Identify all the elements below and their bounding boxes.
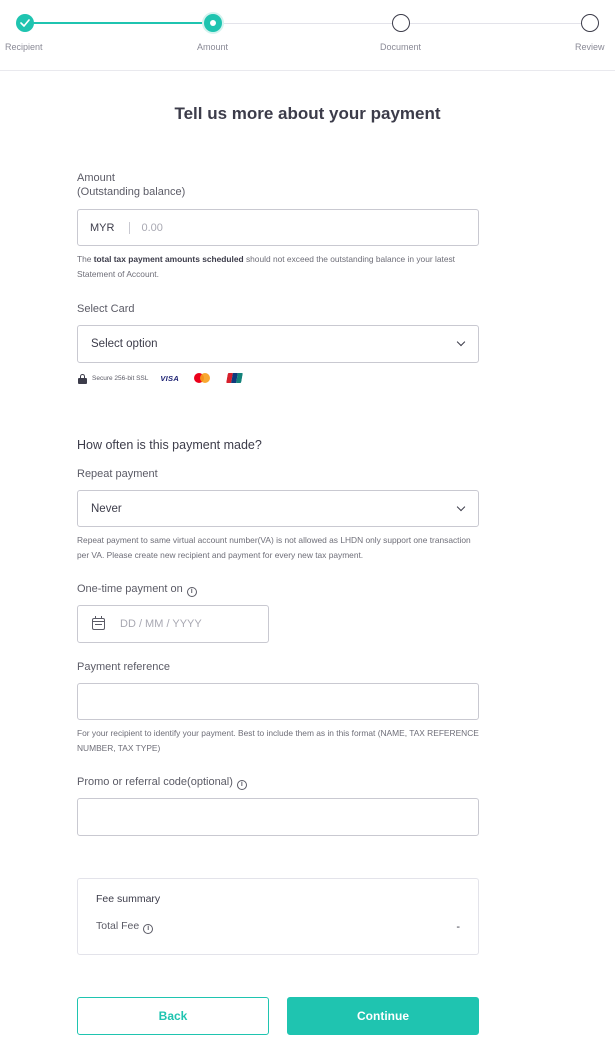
back-button[interactable]: Back xyxy=(77,997,269,1035)
select-card-value: Select option xyxy=(91,338,158,350)
step-label-amount: Amount xyxy=(197,42,229,52)
fee-summary-card xyxy=(77,878,479,955)
repeat-payment-dropdown[interactable] xyxy=(77,490,479,527)
promo-code-input[interactable] xyxy=(77,798,479,836)
total-fee-label-text: Total Fee xyxy=(96,920,140,932)
promo-code-optional: (optional) xyxy=(187,776,233,788)
date-placeholder: DD / MM / YYYY xyxy=(120,618,202,630)
amount-hint xyxy=(77,252,482,282)
total-fee-label xyxy=(96,920,153,934)
calendar-icon xyxy=(92,618,105,630)
one-time-payment-label-text: One-time payment on xyxy=(77,583,183,595)
info-icon[interactable]: i xyxy=(187,587,197,597)
secure-ssl-text: Secure 256-bit SSL xyxy=(92,374,149,382)
one-time-payment-label xyxy=(77,582,197,597)
info-icon[interactable]: i xyxy=(237,780,247,790)
step-amount-current-icon xyxy=(204,14,222,32)
promo-code-label-text: Promo or referral code xyxy=(77,776,188,788)
payment-reference-hint: For your recipient to identify your payment. Best to include them as in this format (NAME, TAX REFERENCE NUMBER, TAX TYPE) xyxy=(77,728,479,753)
step-recipient-check-icon[interactable] xyxy=(16,14,34,32)
continue-button[interactable]: Continue xyxy=(287,997,479,1035)
select-card-dropdown[interactable] xyxy=(77,325,479,363)
secure-payment-row xyxy=(78,372,242,384)
promo-code-label xyxy=(77,775,247,790)
amount-hint-bold: total tax payment amounts scheduled xyxy=(93,254,244,264)
payment-reference-input[interactable] xyxy=(77,683,479,720)
total-fee-value: - xyxy=(456,921,460,933)
stepper-line-completed xyxy=(25,22,213,24)
repeat-payment-hint: Repeat payment to same virtual account number(VA) is not allowed as LHDN only support one transaction per VA. Please create new recipient and payment for every new tax payment. xyxy=(77,535,471,560)
step-document-icon xyxy=(392,14,410,32)
progress-stepper xyxy=(0,0,615,71)
amount-hint-pre: The xyxy=(77,254,94,264)
currency-code: MYR xyxy=(90,221,115,234)
visa-icon: VISA xyxy=(160,373,180,383)
select-card-label: Select Card xyxy=(77,303,135,315)
amount-label-text: Amount xyxy=(77,172,115,184)
step-label-recipient[interactable]: Recipient xyxy=(5,42,43,52)
amount-sublabel: (Outstanding balance) xyxy=(77,186,186,198)
chevron-down-icon xyxy=(457,502,465,510)
amount-input[interactable] xyxy=(77,209,479,246)
repeat-payment-label: Repeat payment xyxy=(77,468,158,480)
payment-date-input[interactable] xyxy=(77,605,269,643)
page-title: Tell us more about your payment xyxy=(174,104,441,123)
repeat-payment-value: Never xyxy=(91,502,122,515)
info-icon[interactable]: i xyxy=(143,924,153,934)
fee-summary-title: Fee summary xyxy=(96,893,161,905)
step-label-document: Document xyxy=(380,42,422,52)
amount-placeholder: 0.00 xyxy=(141,221,163,234)
payment-reference-label: Payment reference xyxy=(77,661,170,673)
chevron-down-icon xyxy=(457,338,465,346)
unionpay-icon xyxy=(226,373,243,383)
frequency-heading: How often is this payment made? xyxy=(77,438,262,452)
mastercard-icon xyxy=(194,373,210,383)
lock-icon xyxy=(78,374,87,383)
amount-hint-post: should not exceed the outstanding balance in your latest Statement of Account. xyxy=(77,254,456,279)
step-label-review: Review xyxy=(575,42,605,52)
step-review-icon xyxy=(581,14,599,32)
amount-label xyxy=(77,171,185,199)
currency-divider xyxy=(129,222,130,234)
